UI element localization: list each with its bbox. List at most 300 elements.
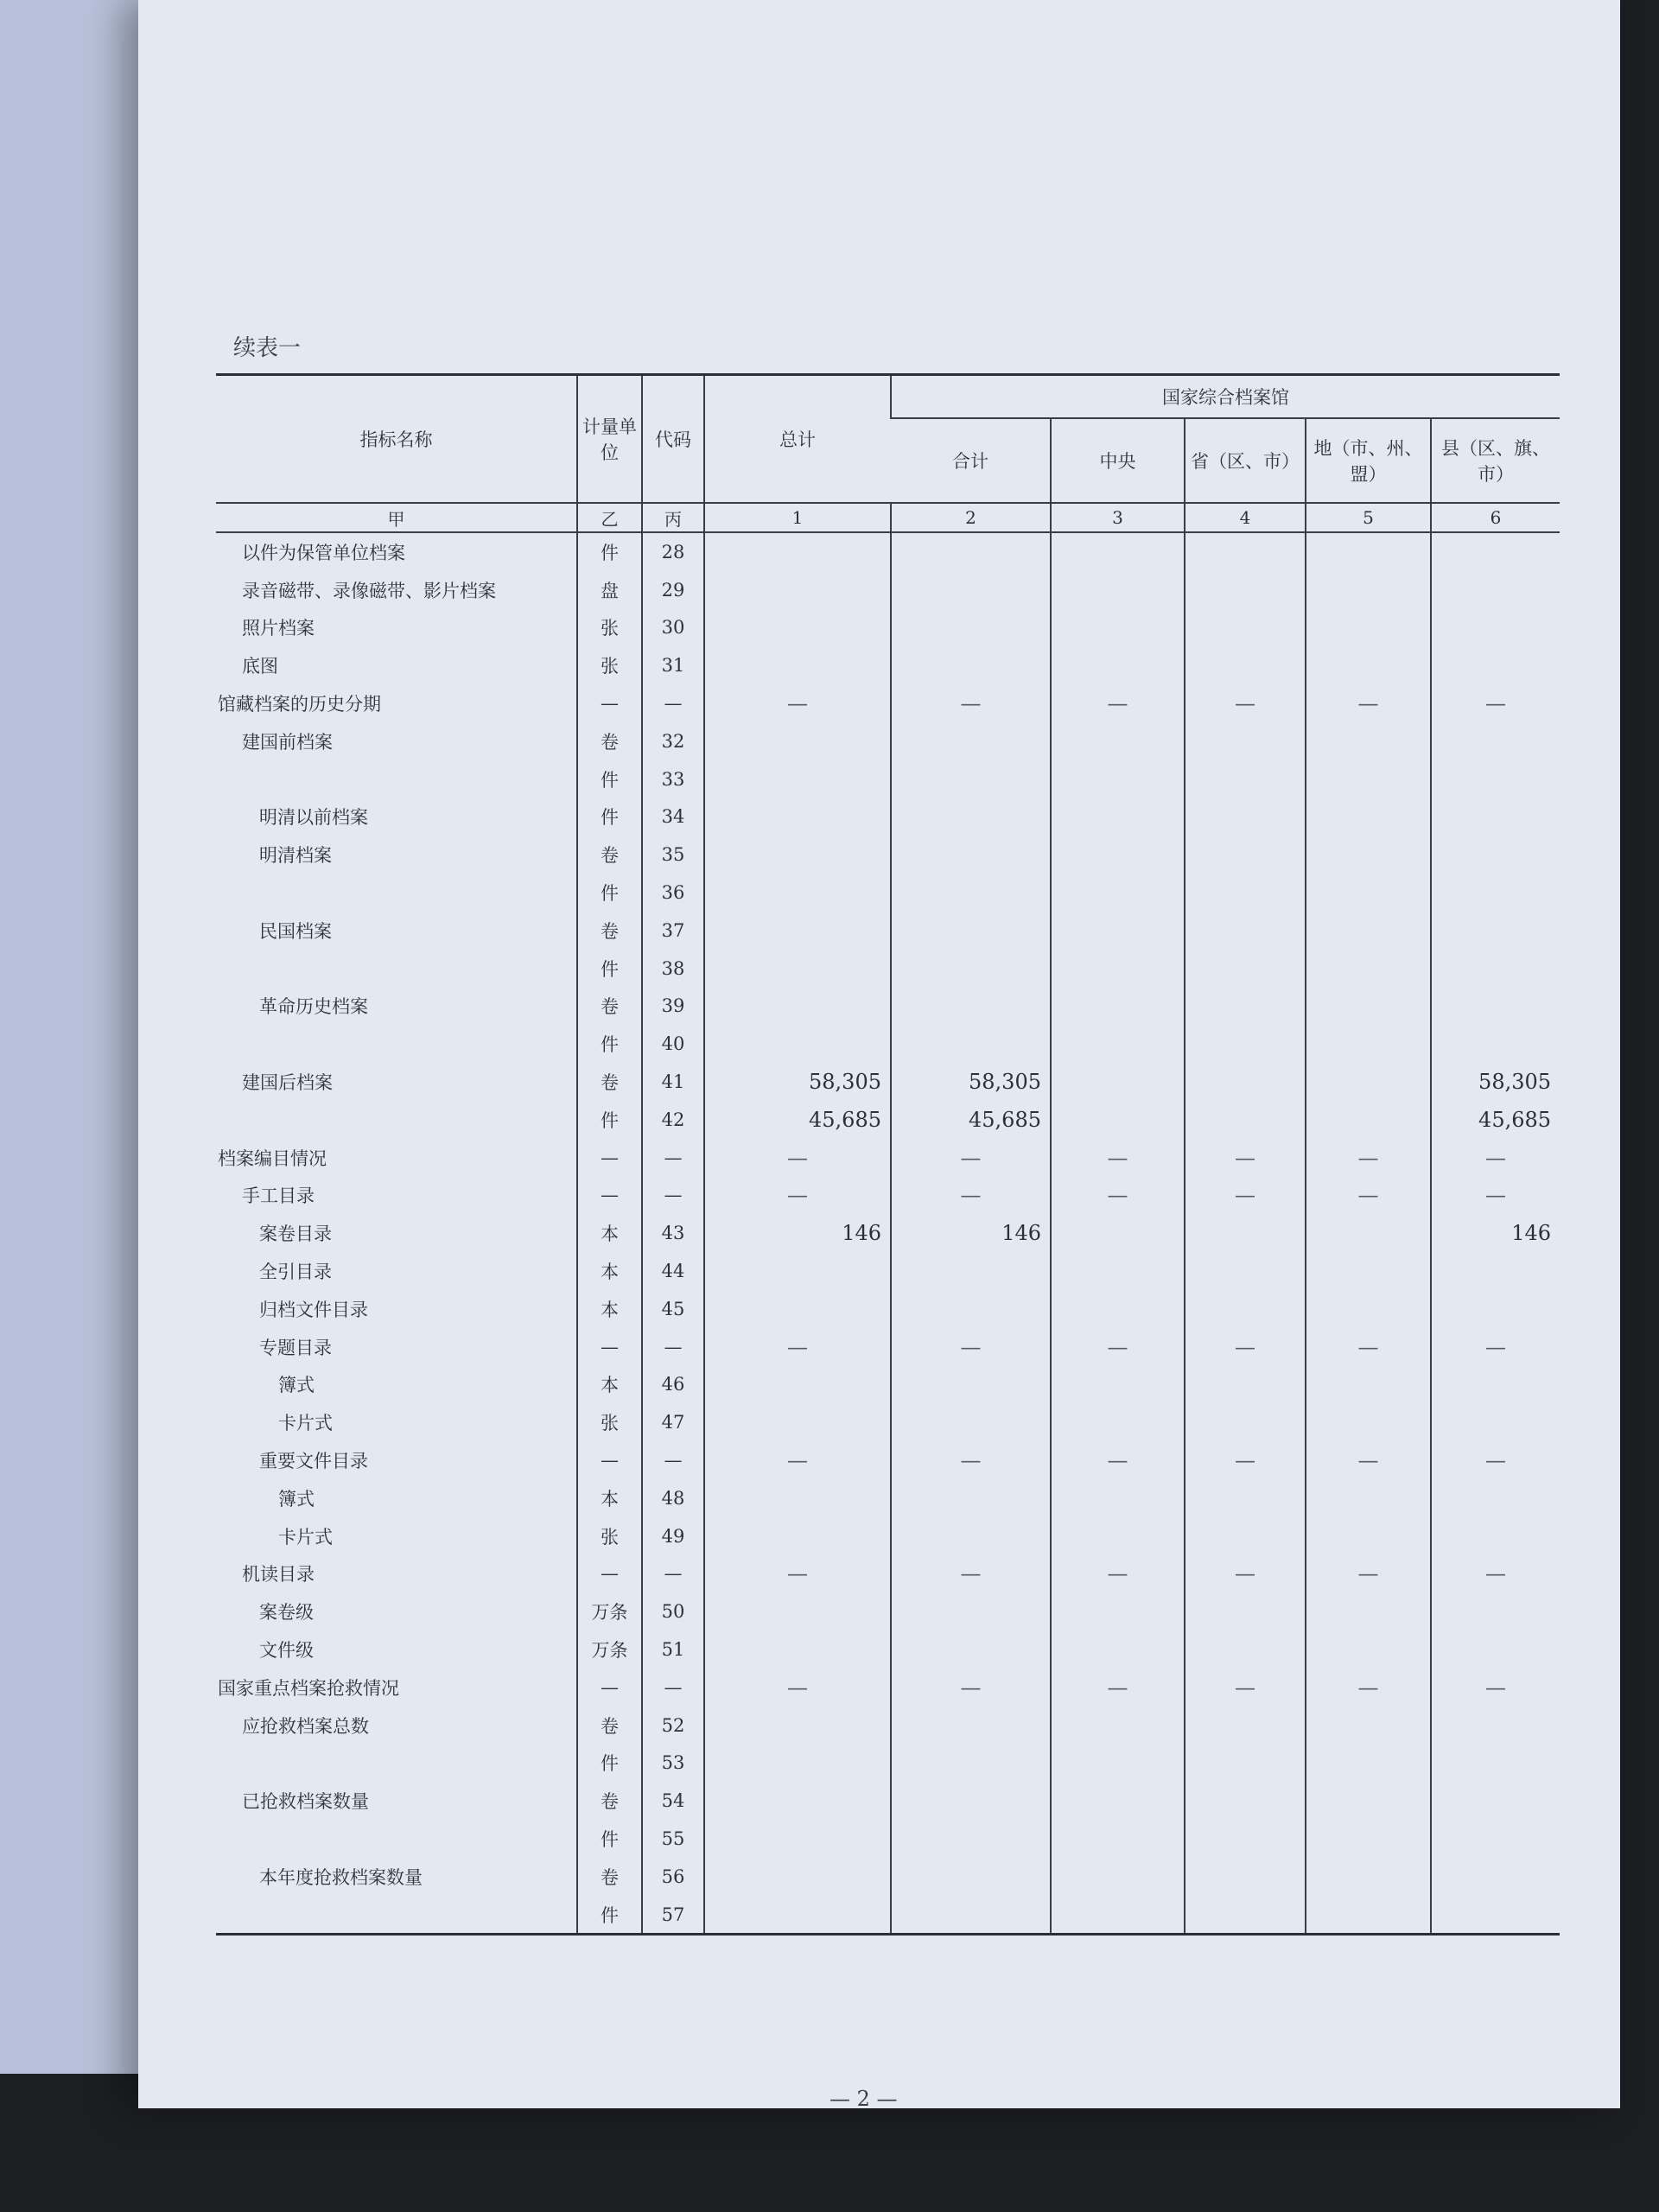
value-cell [1051,1630,1185,1669]
value-cell [704,1896,891,1935]
indicator-name: 卡片式 [278,1526,333,1548]
indicator-name [216,1101,577,1139]
value-cell [891,1782,1051,1820]
header-central: 中央 [1051,418,1185,503]
value-cell [1185,1517,1306,1555]
indicator-name: 机读目录 [242,1564,315,1586]
value-cell: 58,305 [1431,1063,1560,1101]
value-cell [891,571,1051,609]
unit-cell: 万条 [577,1630,642,1669]
value-cell [1185,1707,1306,1745]
value-cell [704,1592,891,1630]
value-cell [1431,1745,1560,1783]
unit-cell: — [577,684,642,722]
table-row [216,684,1560,722]
header-province: 省（区、市） [1185,418,1306,503]
value-cell [704,1820,891,1858]
value-cell: — [1431,684,1560,722]
value-cell [1306,950,1431,988]
value-cell [1306,1063,1431,1101]
value-cell [704,874,891,912]
table-row [216,950,1560,988]
header-group-national-archives: 国家综合档案馆 [891,375,1560,419]
code-cell: 55 [642,1820,704,1858]
table-row [216,988,1560,1026]
indicator-name [216,1820,577,1858]
unit-cell: 件 [577,1101,642,1139]
unit-cell: 万条 [577,1592,642,1630]
value-cell [1051,1252,1185,1290]
unit-cell: 卷 [577,912,642,950]
value-cell [1431,836,1560,874]
value-cell [1306,1630,1431,1669]
value-cell: — [704,684,891,722]
value-cell: — [704,1139,891,1177]
value-cell [1306,1820,1431,1858]
value-cell: — [1051,1441,1185,1479]
value-cell: — [1185,1555,1306,1593]
value-cell [1051,1063,1185,1101]
value-cell: — [1306,1441,1431,1479]
value-cell [704,760,891,798]
value-cell: — [1051,1669,1185,1707]
value-cell [1185,798,1306,836]
value-cell [1431,912,1560,950]
value-cell [1306,1592,1431,1630]
value-cell: — [1306,1555,1431,1593]
value-cell [1431,609,1560,647]
value-cell [1051,836,1185,874]
value-cell [1306,609,1431,647]
value-cell [1306,874,1431,912]
code-cell: 48 [642,1479,704,1517]
unit-cell: — [577,1555,642,1593]
unit-cell: 卷 [577,988,642,1026]
value-cell: — [704,1555,891,1593]
value-cell [1306,1366,1431,1404]
value-cell [704,1782,891,1820]
value-cell [704,912,891,950]
unit-cell: 件 [577,1025,642,1063]
value-cell [1185,1592,1306,1630]
unit-cell: 卷 [577,1063,642,1101]
value-cell [1431,1403,1560,1441]
value-cell [1185,1858,1306,1896]
value-cell [1051,722,1185,760]
table-row [216,1101,1560,1139]
statistics-table [216,373,1560,1936]
code-cell: 44 [642,1252,704,1290]
value-cell [704,836,891,874]
unit-cell: 件 [577,950,642,988]
value-cell [1185,1782,1306,1820]
code-cell: 36 [642,874,704,912]
value-cell [891,1820,1051,1858]
value-cell: — [1185,1669,1306,1707]
value-cell [891,646,1051,684]
value-cell [1306,1290,1431,1328]
value-cell: — [1306,1669,1431,1707]
value-cell [1431,532,1560,571]
value-cell [891,950,1051,988]
table-row [216,1139,1560,1177]
code-cell: — [642,1441,704,1479]
value-cell [704,609,891,647]
indicator-name [216,1896,577,1935]
code-cell: 28 [642,532,704,571]
indicator-name: 明清以前档案 [259,807,368,829]
table-row [216,760,1560,798]
value-cell [1185,1630,1306,1669]
code-cell: 37 [642,912,704,950]
table-row [216,1592,1560,1630]
value-cell: — [1431,1555,1560,1593]
value-cell [1431,1630,1560,1669]
value-cell [1431,988,1560,1026]
code-cell: 33 [642,760,704,798]
value-cell: — [891,684,1051,722]
value-cell [1185,1479,1306,1517]
value-cell [1185,1063,1306,1101]
value-cell: — [1306,684,1431,722]
col-label: 丙 [642,503,704,532]
value-cell [1051,1403,1185,1441]
value-cell [1306,836,1431,874]
value-cell [1051,1592,1185,1630]
value-cell: — [1185,1139,1306,1177]
indicator-name: 归档文件目录 [259,1299,368,1320]
value-cell [704,1745,891,1783]
value-cell: 58,305 [891,1063,1051,1101]
table-row [216,1441,1560,1479]
value-cell: — [1051,1177,1185,1215]
value-cell: — [891,1139,1051,1177]
value-cell [1051,1896,1185,1935]
code-cell: 46 [642,1366,704,1404]
value-cell: 146 [1431,1214,1560,1252]
code-cell: 54 [642,1782,704,1820]
unit-cell: 件 [577,1896,642,1935]
table-row [216,1745,1560,1783]
table-row [216,1782,1560,1820]
table-row [216,722,1560,760]
value-cell [1306,988,1431,1026]
unit-cell: 本 [577,1252,642,1290]
value-cell: — [1185,684,1306,722]
indicator-name [216,760,577,798]
value-cell [891,1252,1051,1290]
unit-cell: 本 [577,1366,642,1404]
value-cell [1431,874,1560,912]
unit-cell: 卷 [577,1707,642,1745]
indicator-name: 本年度抢救档案数量 [259,1866,423,1888]
value-cell: — [1431,1177,1560,1215]
value-cell [1431,1290,1560,1328]
value-cell: — [1306,1328,1431,1366]
value-cell: — [1431,1669,1560,1707]
value-cell: 146 [704,1214,891,1252]
value-cell [1051,532,1185,571]
unit-cell: 本 [577,1479,642,1517]
code-cell: — [642,1669,704,1707]
value-cell [704,532,891,571]
code-cell: 29 [642,571,704,609]
value-cell [1051,912,1185,950]
value-cell [1051,1517,1185,1555]
value-cell [1306,1252,1431,1290]
code-cell: 52 [642,1707,704,1745]
code-cell: — [642,1328,704,1366]
value-cell [1185,912,1306,950]
value-cell: — [1306,1177,1431,1215]
indicator-name: 案卷目录 [259,1224,332,1245]
table-row [216,1366,1560,1404]
unit-cell: 件 [577,1745,642,1783]
value-cell [1306,1745,1431,1783]
table-row [216,1290,1560,1328]
value-cell: — [1185,1177,1306,1215]
value-cell [891,609,1051,647]
indicator-name [216,1025,577,1063]
value-cell: — [704,1328,891,1366]
indicator-name: 以件为保管单位档案 [242,542,405,563]
unit-cell: 件 [577,760,642,798]
indicator-name: 馆藏档案的历史分期 [218,694,381,715]
table-row [216,1403,1560,1441]
value-cell [1185,532,1306,571]
value-cell [704,571,891,609]
value-cell: — [891,1555,1051,1593]
value-cell [1431,571,1560,609]
value-cell [1306,1896,1431,1935]
value-cell [1185,1025,1306,1063]
unit-cell: — [577,1328,642,1366]
unit-cell: 张 [577,1517,642,1555]
value-cell [1431,760,1560,798]
value-cell [1185,988,1306,1026]
table-row [216,1858,1560,1896]
value-cell [1051,571,1185,609]
value-cell: — [891,1328,1051,1366]
value-cell [1431,1479,1560,1517]
unit-cell: 本 [577,1214,642,1252]
value-cell [1306,1479,1431,1517]
code-cell: — [642,1139,704,1177]
table-row [216,1214,1560,1252]
value-cell [704,988,891,1026]
table-row [216,1896,1560,1935]
value-cell [1051,1479,1185,1517]
value-cell [1185,1896,1306,1935]
value-cell [1306,722,1431,760]
code-cell: — [642,1555,704,1593]
value-cell [1431,1366,1560,1404]
code-cell: 56 [642,1858,704,1896]
value-cell [891,760,1051,798]
unit-cell: 件 [577,874,642,912]
value-cell: — [891,1441,1051,1479]
value-cell [1185,760,1306,798]
table-row [216,1025,1560,1063]
value-cell [891,1290,1051,1328]
indicator-name: 底图 [242,656,278,677]
indicator-name: 已抢救档案数量 [242,1791,369,1813]
value-cell [1051,1745,1185,1783]
value-cell: 45,685 [891,1101,1051,1139]
value-cell: — [1306,1139,1431,1177]
code-cell: 31 [642,646,704,684]
indicator-name: 手工目录 [242,1185,315,1207]
unit-cell: — [577,1139,642,1177]
unit-cell: 卷 [577,1858,642,1896]
indicator-name [216,874,577,912]
value-cell [1431,1252,1560,1290]
code-cell: 38 [642,950,704,988]
value-cell [1051,1782,1185,1820]
value-cell [1306,571,1431,609]
indicator-name: 簿式 [278,1488,315,1510]
indicator-name [216,1745,577,1783]
table-body [216,532,1560,1935]
value-cell [1185,874,1306,912]
indicator-name: 民国档案 [259,920,332,942]
header-total: 总计 [704,375,891,504]
value-cell: — [1185,1441,1306,1479]
value-cell [704,1025,891,1063]
table-row [216,532,1560,571]
indicator-name: 案卷级 [259,1602,314,1624]
value-cell [1185,646,1306,684]
value-cell: — [1431,1441,1560,1479]
value-cell [1185,836,1306,874]
value-cell [891,1479,1051,1517]
value-cell [1431,1707,1560,1745]
value-cell [1185,1820,1306,1858]
value-cell: — [891,1177,1051,1215]
unit-cell: — [577,1177,642,1215]
value-cell: 58,305 [704,1063,891,1101]
table-row [216,1820,1560,1858]
table-row [216,646,1560,684]
indicator-name: 簿式 [278,1375,315,1396]
value-cell [1306,1101,1431,1139]
value-cell: — [1185,1328,1306,1366]
value-cell [1051,646,1185,684]
value-cell [704,1630,891,1669]
indicator-name: 录音磁带、录像磁带、影片档案 [242,580,496,601]
value-cell [1306,912,1431,950]
value-cell [1431,1858,1560,1896]
value-cell [1185,722,1306,760]
code-cell: 32 [642,722,704,760]
value-cell: — [891,1669,1051,1707]
value-cell [704,1858,891,1896]
unit-cell: 件 [577,798,642,836]
col-label: 4 [1185,503,1306,532]
value-cell [1185,571,1306,609]
col-label: 1 [704,503,891,532]
code-cell: 53 [642,1745,704,1783]
value-cell [1051,1858,1185,1896]
indicator-name: 全引目录 [259,1262,332,1283]
unit-cell: — [577,1669,642,1707]
value-cell [891,988,1051,1026]
value-cell [1185,1214,1306,1252]
value-cell [891,722,1051,760]
indicator-name: 档案编目情况 [218,1147,327,1169]
indicator-name: 文件级 [259,1640,314,1661]
value-cell [704,798,891,836]
table-row [216,1252,1560,1290]
indicator-name: 革命历史档案 [259,996,368,1018]
value-cell [891,798,1051,836]
unit-cell: 件 [577,1820,642,1858]
value-cell [1185,1252,1306,1290]
code-cell: 49 [642,1517,704,1555]
code-cell: 45 [642,1290,704,1328]
table-row [216,571,1560,609]
unit-cell: 卷 [577,836,642,874]
code-cell: 35 [642,836,704,874]
header-subtotal: 合计 [891,418,1051,503]
value-cell [1431,1025,1560,1063]
value-cell [704,1290,891,1328]
table-row [216,1630,1560,1669]
table-row [216,836,1560,874]
unit-cell: 张 [577,609,642,647]
value-cell [704,1403,891,1441]
value-cell [1185,1101,1306,1139]
value-cell [1306,798,1431,836]
indicator-name: 专题目录 [259,1337,332,1358]
value-cell [1051,1290,1185,1328]
value-cell [1306,760,1431,798]
unit-cell: 张 [577,1403,642,1441]
value-cell [1185,1403,1306,1441]
value-cell [891,912,1051,950]
table-row [216,1555,1560,1593]
value-cell [1431,722,1560,760]
indicator-name: 应抢救档案总数 [242,1715,369,1737]
value-cell [1051,1820,1185,1858]
value-cell [891,1517,1051,1555]
value-cell [1185,1366,1306,1404]
value-cell [1431,1896,1560,1935]
value-cell: 146 [891,1214,1051,1252]
table-row [216,798,1560,836]
value-cell [704,950,891,988]
indicator-name: 卡片式 [278,1413,333,1434]
code-cell: 40 [642,1025,704,1063]
value-cell [1051,798,1185,836]
value-cell [1431,1517,1560,1555]
value-cell [1306,1025,1431,1063]
value-cell [704,722,891,760]
value-cell [1431,1782,1560,1820]
table-row [216,609,1560,647]
unit-cell: 本 [577,1290,642,1328]
value-cell: — [1431,1139,1560,1177]
table-row [216,874,1560,912]
value-cell [891,1403,1051,1441]
table-row [216,912,1560,950]
value-cell [704,1366,891,1404]
value-cell [1051,1366,1185,1404]
value-cell: — [704,1177,891,1215]
code-cell: 42 [642,1101,704,1139]
code-cell: 30 [642,609,704,647]
value-cell [1185,609,1306,647]
